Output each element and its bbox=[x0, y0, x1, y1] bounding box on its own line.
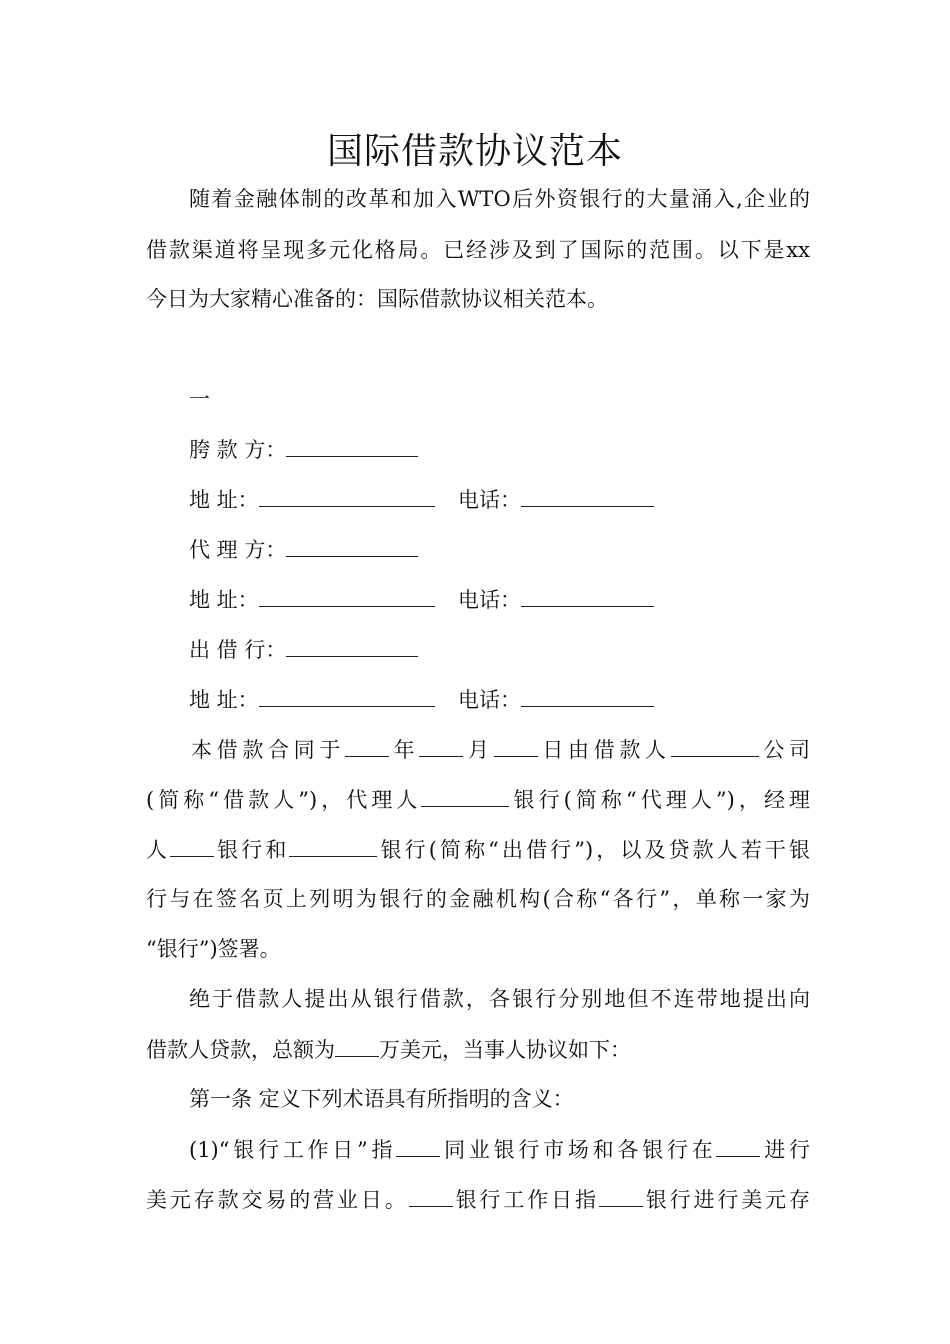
lender-phone-field bbox=[458, 484, 654, 515]
body-p1-line-2 bbox=[146, 784, 810, 815]
definition-1-line-1 bbox=[189, 1134, 810, 1165]
article-1-heading: 第一条 定义下列术语具有所指明的含义： bbox=[189, 1087, 574, 1111]
month-label: 月 bbox=[463, 738, 494, 762]
bank-label: 出 借 行： bbox=[189, 638, 287, 662]
body-p1-line-3 bbox=[146, 834, 810, 865]
intro-line-1: 随着金融体制的改革和加入WTO后外资银行的大量涌入,企业的 bbox=[189, 187, 810, 211]
lender-address-blank bbox=[259, 484, 435, 507]
body-text: 银行和 bbox=[214, 838, 290, 862]
body-text: 银行(简称“代理人”)，经理 bbox=[509, 788, 811, 812]
lender-field bbox=[189, 434, 418, 465]
body-text: 万美元，当事人协议如下： bbox=[379, 1038, 631, 1062]
bank-name-blank bbox=[599, 1184, 643, 1207]
agent-address-blank bbox=[259, 584, 435, 607]
body-text: (简称“借款人”)，代理人 bbox=[146, 788, 422, 812]
borrower-blank bbox=[671, 734, 759, 757]
agent-blank bbox=[286, 534, 418, 557]
agent-phone-field bbox=[458, 584, 654, 615]
day-blank bbox=[494, 734, 538, 757]
body-text: 日由借款人 bbox=[537, 738, 671, 762]
document-title: 国际借款协议范本 bbox=[326, 131, 623, 172]
body-text: 进行 bbox=[760, 1138, 811, 1162]
body-text: 人 bbox=[146, 838, 171, 862]
amount-blank bbox=[335, 1034, 379, 1057]
agent-phone-label: 电话： bbox=[458, 588, 521, 612]
bank-blank bbox=[286, 634, 418, 657]
body-text: (1)“银行工作日”指 bbox=[189, 1138, 397, 1162]
body-text: 美元存款交易的营业日。 bbox=[146, 1188, 409, 1212]
lender-phone-label: 电话： bbox=[458, 488, 521, 512]
bank-address-blank bbox=[259, 684, 435, 707]
agent-address-field bbox=[189, 584, 435, 615]
body-text: 银行进行美元存 bbox=[642, 1188, 811, 1212]
bank-address-label: 地 址： bbox=[189, 688, 259, 712]
bank-phone-field bbox=[458, 684, 654, 715]
intro-line-3: 今日为大家精心准备的：国际借款协议相关范本。 bbox=[146, 287, 608, 311]
manager-blank bbox=[170, 834, 214, 857]
body-text: 银行(简称“出借行”)，以及贷款人若干银 bbox=[377, 838, 811, 862]
agent-field bbox=[189, 534, 418, 565]
body-text: 公司 bbox=[758, 738, 811, 762]
intro-line-2: 借款渠道将呈现多元化格局。已经涉及到了国际的范围。以下是xx bbox=[146, 238, 810, 262]
month-blank bbox=[419, 734, 463, 757]
market-blank bbox=[396, 1134, 440, 1157]
bank-phone-blank bbox=[521, 684, 654, 707]
body-text: 同业银行市场和各银行在 bbox=[440, 1138, 717, 1162]
bank-field bbox=[189, 634, 418, 665]
bank-phone-label: 电话： bbox=[458, 688, 521, 712]
lender-address-label: 地 址： bbox=[189, 488, 259, 512]
body-p1-line-4: 行与在签名页上列明为银行的金融机构(合称“各行”，单称一家为 bbox=[146, 887, 810, 911]
body-text: 银行工作日指 bbox=[452, 1188, 599, 1212]
body-p2-line-1: 绝于借款人提出从银行借款，各银行分别地但不连带地提出向 bbox=[189, 987, 810, 1011]
section-number: 一 bbox=[189, 387, 210, 411]
agent-phone-blank bbox=[521, 584, 654, 607]
bank-day-blank bbox=[409, 1184, 453, 1207]
body-p1-line-5: “银行”)签署。 bbox=[146, 937, 281, 961]
place-blank bbox=[716, 1134, 760, 1157]
agent-address-label: 地 址： bbox=[189, 588, 259, 612]
lender-address-field bbox=[189, 484, 435, 515]
body-p1-line-1 bbox=[191, 734, 810, 765]
bank-address-field bbox=[189, 684, 435, 715]
definition-1-line-2 bbox=[146, 1184, 810, 1215]
body-text: 借款人贷款，总额为 bbox=[146, 1038, 335, 1062]
body-p2-line-2 bbox=[146, 1034, 810, 1065]
lending-bank-blank bbox=[289, 834, 377, 857]
year-label: 年 bbox=[389, 738, 420, 762]
agent-label: 代 理 方： bbox=[189, 538, 287, 562]
agent-bank-blank bbox=[421, 784, 509, 807]
year-blank bbox=[345, 734, 389, 757]
lender-label: 胯 款 方： bbox=[189, 438, 287, 462]
lender-blank bbox=[286, 434, 418, 457]
lender-phone-blank bbox=[521, 484, 654, 507]
body-text: 本借款合同于 bbox=[191, 738, 345, 762]
